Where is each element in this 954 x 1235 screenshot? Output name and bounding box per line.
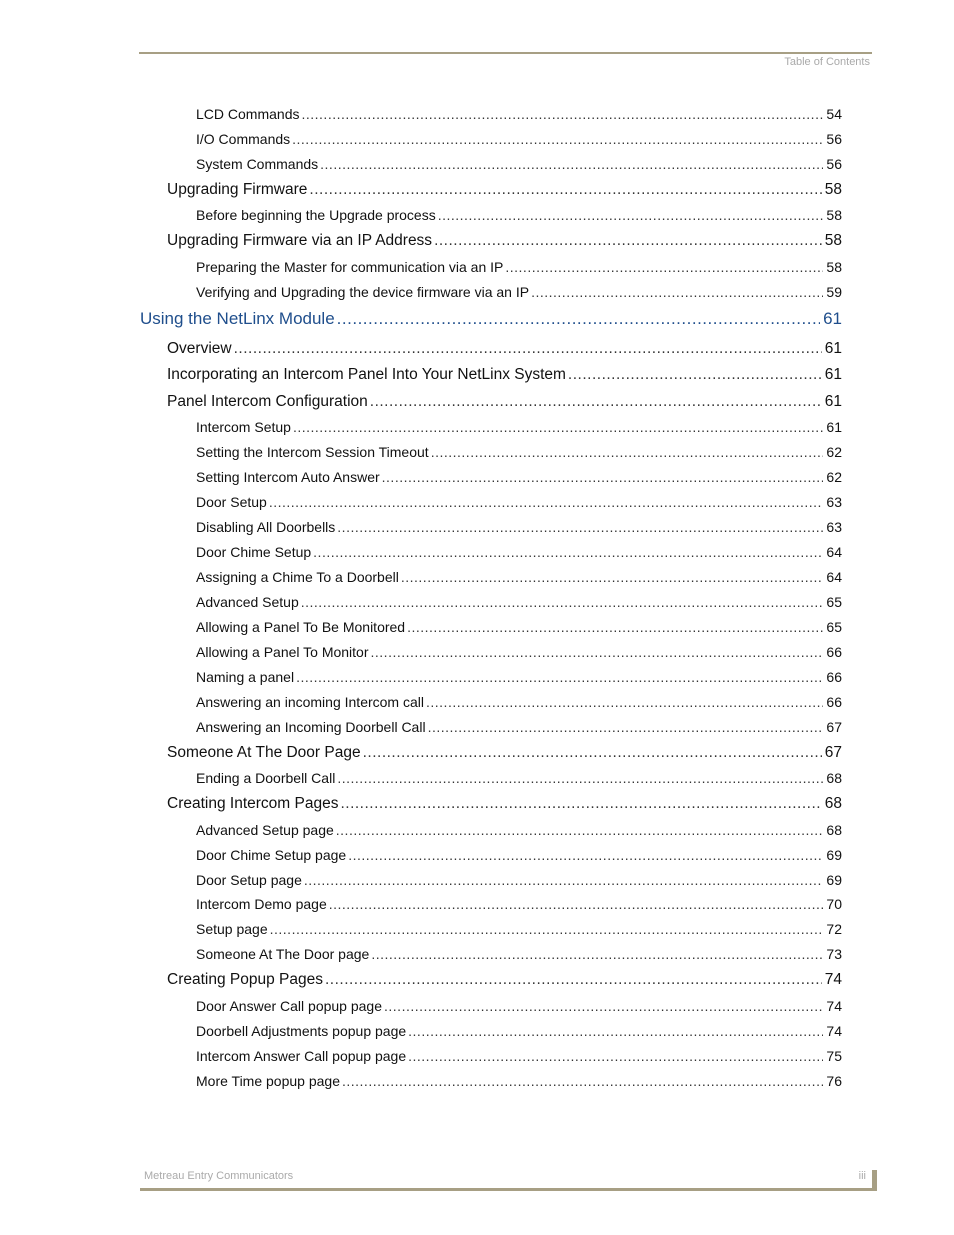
toc-entry-label: LCD Commands xyxy=(196,106,300,122)
toc-entry-label: Incorporating an Intercom Panel Into Your NetLinx System xyxy=(167,366,566,383)
toc-entry[interactable] xyxy=(167,181,842,199)
dot-leader xyxy=(293,419,823,435)
toc-entry-label: Door Setup xyxy=(196,494,267,510)
toc-entry-page: 61 xyxy=(824,366,842,383)
dot-leader xyxy=(304,872,824,888)
toc-entry-label: Someone At The Door Page xyxy=(167,744,361,761)
toc-entry-page: 54 xyxy=(826,106,842,122)
toc-entry[interactable] xyxy=(167,393,842,411)
toc-entry[interactable] xyxy=(196,770,842,786)
dot-leader xyxy=(568,366,822,384)
toc-entry-page: 68 xyxy=(826,770,842,786)
toc-entry-label: Intercom Setup xyxy=(196,419,291,435)
toc-entry[interactable] xyxy=(196,494,842,510)
toc-entry-label: Setting Intercom Auto Answer xyxy=(196,469,380,485)
toc-entry-label: Someone At The Door page xyxy=(196,946,370,962)
dot-leader xyxy=(301,106,823,122)
toc-entry[interactable] xyxy=(196,419,842,435)
dot-leader xyxy=(337,519,823,535)
dot-leader xyxy=(340,795,821,813)
toc-entry[interactable] xyxy=(196,669,842,685)
toc-entry-page: 66 xyxy=(826,669,842,685)
toc-entry-label: Before beginning the Upgrade process xyxy=(196,207,436,223)
toc-entry-label: Verifying and Upgrading the device firmware via an IP xyxy=(196,284,530,300)
toc-entry[interactable] xyxy=(196,569,842,585)
toc-entry-page: 63 xyxy=(826,494,842,510)
dot-leader xyxy=(301,594,824,610)
toc-entry-label: Setup page xyxy=(196,921,268,937)
dot-leader xyxy=(337,770,823,786)
toc-entry[interactable] xyxy=(196,896,842,912)
dot-leader xyxy=(407,619,823,635)
toc-entry-page: 73 xyxy=(826,946,842,962)
toc-entry-page: 62 xyxy=(826,469,842,485)
footer-rule xyxy=(140,1188,872,1191)
toc-entry-label: Answering an incoming Intercom call xyxy=(196,694,424,710)
toc-entry-label: Intercom Answer Call popup page xyxy=(196,1048,407,1064)
toc-entry[interactable] xyxy=(196,469,842,485)
toc-entry-label: Door Chime Setup xyxy=(196,544,312,560)
toc-entry[interactable] xyxy=(196,1023,842,1039)
toc-entry-page: 67 xyxy=(826,719,842,735)
toc-entry-label: Door Answer Call popup page xyxy=(196,998,383,1014)
toc-entry-label: Panel Intercom Configuration xyxy=(167,393,368,410)
toc-entry-label: Disabling All Doorbells xyxy=(196,519,336,535)
dot-leader xyxy=(292,131,823,147)
toc-entry-page: 58 xyxy=(824,232,842,249)
toc-entry-label: Creating Intercom Pages xyxy=(167,795,339,812)
dot-leader xyxy=(382,469,824,485)
toc-entry-label: Allowing a Panel To Monitor xyxy=(196,644,369,660)
toc-entry[interactable] xyxy=(196,131,842,147)
dot-leader xyxy=(320,156,823,172)
toc-entry-label: More Time popup page xyxy=(196,1073,340,1089)
toc-entry-label: Answering an Incoming Doorbell Call xyxy=(196,719,426,735)
toc-entry[interactable] xyxy=(196,1073,842,1089)
toc-entry-label: Assigning a Chime To a Doorbell xyxy=(196,569,399,585)
toc-entry[interactable] xyxy=(196,519,842,535)
toc-entry[interactable] xyxy=(196,594,842,610)
toc-entry-page: 70 xyxy=(826,896,842,912)
toc-entry[interactable] xyxy=(196,1048,842,1064)
toc-entry[interactable] xyxy=(167,971,842,989)
toc-entry[interactable] xyxy=(196,822,842,838)
dot-leader xyxy=(384,998,823,1014)
toc-entry-page: 66 xyxy=(826,694,842,710)
dot-leader xyxy=(408,1048,823,1064)
toc-entry[interactable] xyxy=(196,694,842,710)
toc-entry-label: Door Setup page xyxy=(196,872,302,888)
toc-entry-page: 56 xyxy=(826,131,842,147)
toc-entry-page: 75 xyxy=(826,1048,842,1064)
toc-entry[interactable] xyxy=(196,284,842,300)
toc-entry-page: 64 xyxy=(826,569,842,585)
toc-entry-label: Advanced Setup xyxy=(196,594,299,610)
toc-entry-page: 72 xyxy=(826,921,842,937)
dot-leader xyxy=(531,284,823,300)
dot-leader xyxy=(336,822,824,838)
toc-entry-label: Upgrading Firmware via an IP Address xyxy=(167,232,433,249)
dot-leader xyxy=(270,921,824,937)
toc-entry-label: Advanced Setup page xyxy=(196,822,334,838)
dot-leader xyxy=(371,946,823,962)
toc-entry-page: 74 xyxy=(824,971,842,988)
toc-entry-page: 61 xyxy=(824,340,842,357)
toc-entry-page: 61 xyxy=(826,419,842,435)
toc-entry-label: Ending a Doorbell Call xyxy=(196,770,336,786)
toc-entry[interactable] xyxy=(167,795,842,813)
footer-title: Metreau Entry Communicators xyxy=(144,1170,294,1182)
toc-entry-page: 63 xyxy=(826,519,842,535)
toc-entry-page: 58 xyxy=(826,259,842,275)
toc-entry[interactable] xyxy=(196,719,842,735)
toc-entry-page: 74 xyxy=(826,998,842,1014)
toc-entry-page: 65 xyxy=(826,619,842,635)
toc-entry[interactable] xyxy=(167,232,842,250)
dot-leader xyxy=(363,744,822,762)
toc-entry-page: 69 xyxy=(826,872,842,888)
toc-entry[interactable] xyxy=(196,544,842,560)
dot-leader xyxy=(505,259,823,275)
toc-entry[interactable] xyxy=(196,644,842,660)
toc-entry[interactable] xyxy=(196,921,842,937)
toc-entry[interactable] xyxy=(167,340,842,358)
toc-entry-page: 66 xyxy=(826,644,842,660)
dot-leader xyxy=(348,847,823,863)
toc-entry-label: Preparing the Master for communication via an IP xyxy=(196,259,504,275)
toc-entry-page: 59 xyxy=(826,284,842,300)
toc-entry[interactable] xyxy=(196,444,842,460)
toc-entry-label: Creating Popup Pages xyxy=(167,971,323,988)
toc-entry-label: Allowing a Panel To Be Monitored xyxy=(196,619,406,635)
toc-entry[interactable] xyxy=(196,847,842,863)
toc-entry-page: 67 xyxy=(824,744,842,761)
dot-leader xyxy=(426,694,823,710)
toc-entry[interactable] xyxy=(196,259,842,275)
toc-entry-page: 61 xyxy=(823,309,842,328)
dot-leader xyxy=(234,340,822,358)
dot-leader xyxy=(428,719,824,735)
dot-leader xyxy=(408,1023,823,1039)
dot-leader xyxy=(325,971,822,989)
toc-entry[interactable] xyxy=(167,366,842,384)
toc-entry-page: 62 xyxy=(826,444,842,460)
toc-entry[interactable] xyxy=(196,998,842,1014)
toc-entry-page: 64 xyxy=(826,544,842,560)
toc-entry-page: 58 xyxy=(824,181,842,198)
toc-entry-page: 56 xyxy=(826,156,842,172)
toc-entry-label: Setting the Intercom Session Timeout xyxy=(196,444,429,460)
toc-entry[interactable] xyxy=(196,872,842,888)
dot-leader xyxy=(337,309,820,329)
toc-entry-label: Naming a panel xyxy=(196,669,295,685)
dot-leader xyxy=(309,181,821,199)
dot-leader xyxy=(371,644,824,660)
toc-entry-page: 58 xyxy=(826,207,842,223)
toc-entry-page: 76 xyxy=(826,1073,842,1089)
dot-leader xyxy=(401,569,824,585)
toc-entry-label: Door Chime Setup page xyxy=(196,847,347,863)
toc-entry-page: 61 xyxy=(824,393,842,410)
dot-leader xyxy=(269,494,824,510)
toc-entry[interactable] xyxy=(196,207,842,223)
toc-entry[interactable] xyxy=(196,946,842,962)
toc-entry-label: Overview xyxy=(167,340,232,357)
toc-entry-page: 65 xyxy=(826,594,842,610)
toc-entry-label: Doorbell Adjustments popup page xyxy=(196,1023,407,1039)
toc-entry[interactable] xyxy=(167,744,842,762)
dot-leader xyxy=(329,896,824,912)
toc-chapter-entry[interactable] xyxy=(140,309,842,329)
toc-entry-page: 69 xyxy=(826,847,842,863)
dot-leader xyxy=(296,669,823,685)
toc-entry-page: 68 xyxy=(824,795,842,812)
running-head: Table of Contents xyxy=(784,56,870,68)
toc-entry[interactable] xyxy=(196,156,842,172)
toc-entry-page: 74 xyxy=(826,1023,842,1039)
toc-entry-page: 68 xyxy=(826,822,842,838)
dot-leader xyxy=(370,393,822,411)
dot-leader xyxy=(438,207,824,223)
toc-entry-label: Intercom Demo page xyxy=(196,896,327,912)
toc-entry-label: Using the NetLinx Module xyxy=(140,309,335,328)
dot-leader xyxy=(313,544,823,560)
toc-entry-label: I/O Commands xyxy=(196,131,291,147)
dot-leader xyxy=(342,1073,823,1089)
dot-leader xyxy=(434,232,822,250)
toc-entry[interactable] xyxy=(196,106,842,122)
footer-page-number: iii xyxy=(858,1170,866,1182)
toc-entry[interactable] xyxy=(196,619,842,635)
toc-entry-label: System Commands xyxy=(196,156,319,172)
footer-rule-end xyxy=(872,1170,877,1191)
toc-entry-label: Upgrading Firmware xyxy=(167,181,308,198)
dot-leader xyxy=(431,444,824,460)
